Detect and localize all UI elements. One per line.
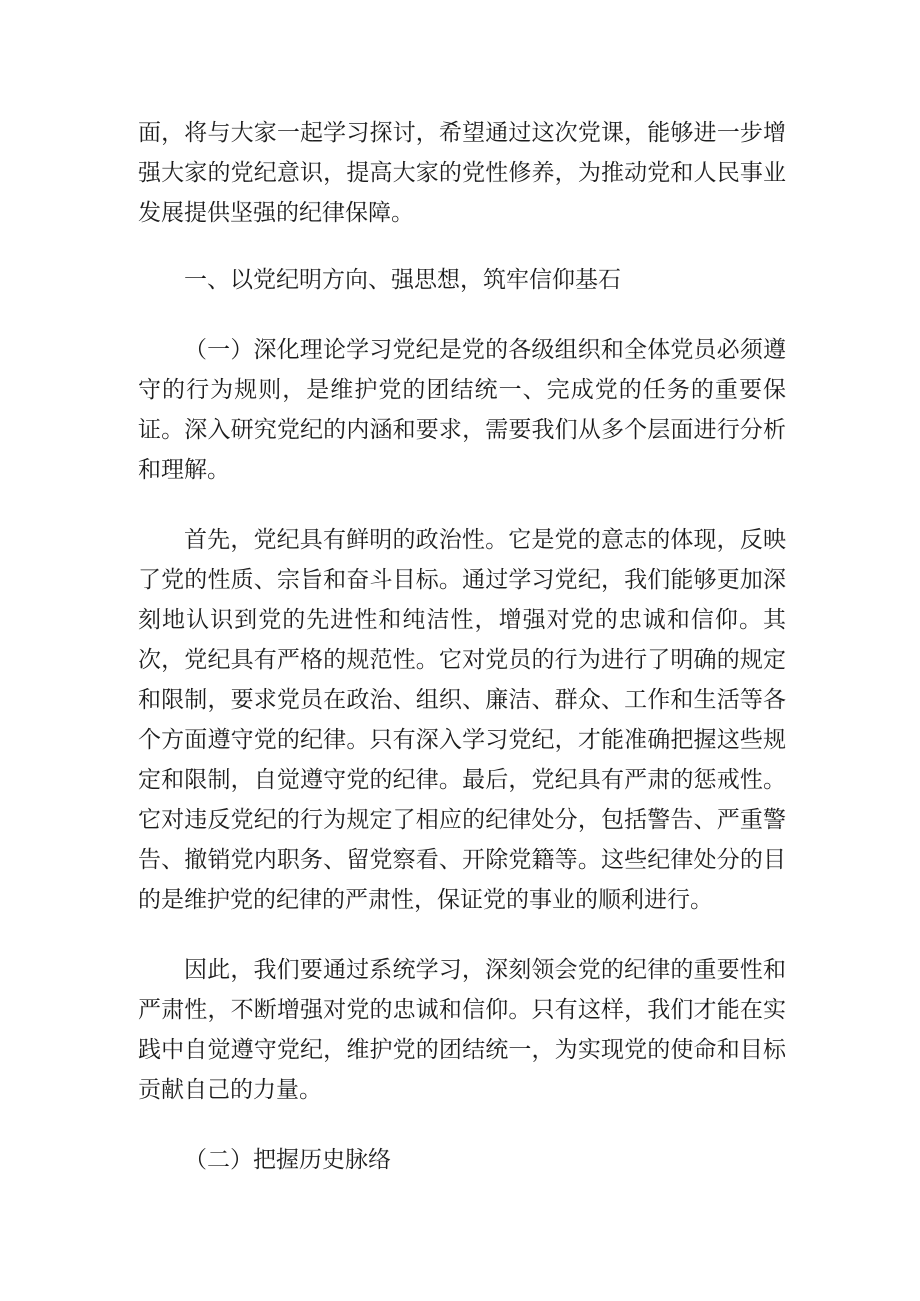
subsection-heading-1-paragraph: （一）深化理论学习党纪是党的各级组织和全体党员必须遵守的行为规则，是维护党的团结统一、完成党的任务的重要保证。深入研究党纪的内涵和要求，需要我们从多个层面进行分析和理解。	[138, 337, 786, 483]
paragraph-therefore: 因此，我们要通过系统学习，深刻领会党的纪律的重要性和严肃性，不断增强对党的忠诚和信仰。只有这样，我们才能在实践中自觉遵守党纪，维护党的团结统一，为实现党的使命和目标贡献自己的力量。	[138, 957, 786, 1103]
paragraph-continuation: 面，将与大家一起学习探讨，希望通过这次党课，能够进一步增强大家的党纪意识，提高大家的党性修养，为推动党和人民事业发展提供坚强的纪律保障。	[138, 120, 786, 226]
subsection-heading-2: （二）把握历史脉络	[184, 1147, 391, 1173]
document-body	[138, 113, 786, 1180]
paragraph-party-discipline: 首先，党纪具有鲜明的政治性。它是党的意志的体现，反映了党的性质、宗旨和奋斗目标。通过学习党纪，我们能够更加深刻地认识到党的先进性和纯洁性，增强对党的忠诚和信仰。其次，党纪具有严格的规范性。它对党员的行为进行了明确的规定和限制，要求党员在政治、组织、廉洁、群众、工作和生活等各个方面遵守党的纪律。只有深入学习党纪，才能准确把握这些规定和限制，自觉遵守党的纪律。最后，党纪具有严肃的惩戒性。它对违反党纪的行为规定了相应的纪律处分，包括警告、严重警告、撤销党内职务、留党察看、开除党籍等。这些纪律处分的目的是维护党的纪律的严肃性，保证党的事业的顺利进行。	[138, 527, 786, 913]
section-heading-1: 一、以党纪明方向、强思想，筑牢信仰基石	[184, 267, 621, 293]
